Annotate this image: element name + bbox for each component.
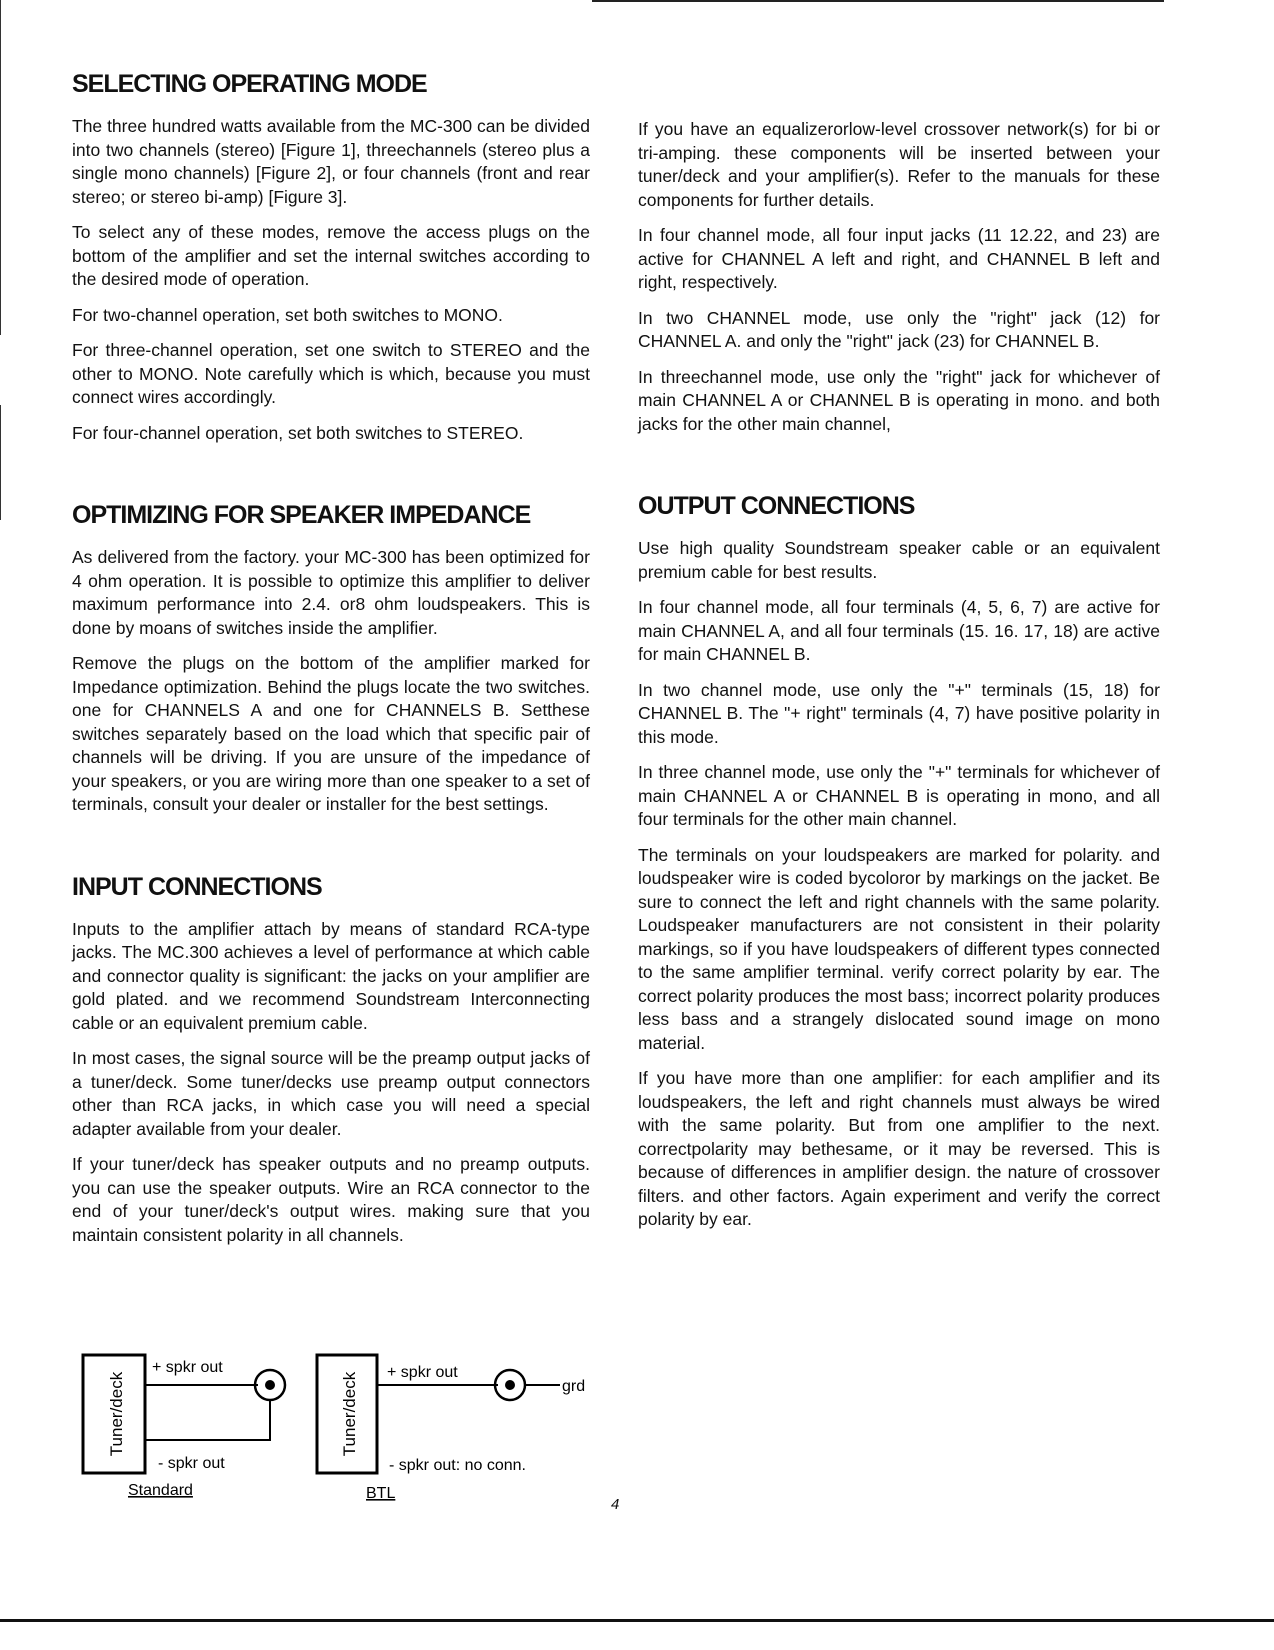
minus-spkr-label: - spkr out: no conn. [389, 1457, 526, 1474]
paragraph: In two CHANNEL mode, use only the "right" jack (12) for CHANNEL A. and only the "right" jack (23) for CHANNEL B. [638, 307, 1160, 351]
top-rule [592, 0, 1164, 2]
standard-caption: Standard [128, 1482, 193, 1499]
right-column [638, 118, 1160, 1244]
paragraph: In threechannel mode, use only the "right" jack for whichever of main CHANNEL A or CHANNEL B is operating in mono. and both jacks for the other main channel, [638, 366, 1160, 434]
minus-spkr-label: - spkr out [158, 1455, 225, 1472]
btl-diagram [317, 1355, 585, 1502]
paragraph: To select any of these modes, remove the access plugs on the bottom of the amplifier and set the internal switches according to the desired mode of operation. [72, 222, 590, 289]
wiring-diagram [80, 1350, 600, 1510]
paragraph: In three channel mode, use only the "+" terminals for whichever of main CHANNEL A or CHANNEL B is operating in mono, and all four terminals for the other main channel. [638, 762, 1160, 829]
paragraph: As delivered from the factory. your MC-300 has been optimized for 4 ohm operation. It is possible to optimize this amplifier to deliver maximum performance into 2.4. or8 ohm loudspeakers. This is done by moans of switches inside the amplifier. [72, 547, 590, 638]
heading-output-connections: OUTPUT CONNECTIONS [638, 492, 915, 520]
btl-caption: BTL [366, 1485, 396, 1502]
plus-spkr-label: + spkr out [387, 1364, 458, 1381]
left-column [72, 70, 590, 1259]
paragraph: In four channel mode, all four input jacks (11 12.22, and 23) are active for CHANNEL A left and right, and CHANNEL B left and right, respectively. [638, 225, 1160, 292]
bottom-rule [0, 1619, 1274, 1622]
paragraph: In four channel mode, all four terminals (4, 5, 6, 7) are active for main CHANNEL A, and all four terminals (15. 16. 17, 18) are active for main CHANNEL B. [638, 597, 1160, 664]
scan-edge [0, 0, 1, 335]
plus-spkr-label: + spkr out [152, 1359, 223, 1376]
heading-operating-mode: SELECTING OPERATING MODE [72, 70, 427, 98]
paragraph: Use high quality Soundstream speaker cable or an equivalent premium cable for best results. [638, 538, 1160, 582]
heading-input-connections: INPUT CONNECTIONS [72, 872, 322, 901]
paragraph: If you have an equalizerorlow-level crossover network(s) for bi or tri-amping. these components will be inserted between your tuner/deck and your amplifier(s). Refer to the manuals for these components for further details. [638, 119, 1160, 210]
paragraph: For two-channel operation, set both switches to MONO. [72, 304, 503, 325]
paragraph: If your tuner/deck has speaker outputs and no preamp outputs. you can use the speaker outputs. Wire an RCA connector to the end of your tuner/deck's output wires. making sure that you maintain consistent polarity in all channels. [72, 1154, 590, 1245]
page-number: 4 [611, 1496, 620, 1513]
paragraph: The terminals on your loudspeakers are marked for polarity. and loudspeaker wire is coded bycoloror by markings on the jacket. Be sure to connect the left and right channels with the same polarity. Loudspeaker manufacturers are not consistent in their polarity markings, so if you have loudspeakers of different types connected to the same amplifier terminal. verify correct polarity by ear. The correct polarity produces the most bass; incorrect polarity produces less bass and a strangely dislocated sound image on mono material. [638, 844, 1160, 1053]
paragraph: For three-channel operation, set one switch to STEREO and the other to MONO. Note carefully which is which, because you must connect wires accordingly. [72, 340, 590, 407]
paragraph: Inputs to the amplifier attach by means of standard RCA-type jacks. The MC.300 achieves a level of performance at which cable and connector quality is significant: the jacks on your amplifier are gold plated. and we recommend Soundstream Interconnecting cable or an equivalent premium cable. [72, 918, 590, 1033]
paragraph: The three hundred watts available from the MC-300 can be divided into two channels (stereo) [Figure 1], threechannels (stereo plus a single mono channels) [Figure 2], or four channels (front and rear stereo; or stereo bi-amp) [Figure 3]. [72, 116, 590, 207]
tuner-deck-label: Tuner/deck [107, 1371, 126, 1457]
paragraph: Remove the plugs on the bottom of the amplifier marked for Impedance optimization. Behind the plugs locate the two switches. one for CHANNELS A and one for CHANNELS B. Setthese switches separately based on the load which that specific pair of channels will be driving. If you are unsure of the impedance of your speakers, or you are wiring more than one speaker to a set of terminals, consult your dealer or installer for the best settings. [72, 653, 590, 814]
heading-speaker-impedance: OPTIMIZING FOR SPEAKER IMPEDANCE [72, 501, 531, 529]
ground-label: grd [562, 1378, 586, 1395]
paragraph: If you have more than one amplifier: for each amplifier and its loudspeakers, the left and right channels must always be wired with the same polarity. But from one amplifier to the next. correctpolarity may bethesame, or it may be reversed. This is because of differences in amplifier design. the nature of crossover filters. and other factors. Again experiment and verify the correct polarity by ear. [638, 1068, 1160, 1229]
tuner-deck-label: Tuner/deck [340, 1371, 359, 1457]
paragraph: For four-channel operation, set both switches to STEREO. [72, 422, 524, 443]
scan-edge [0, 405, 1, 520]
paragraph: In two channel mode, use only the "+" terminals (15, 18) for CHANNEL B. The "+ right" terminals (4, 7) have positive polarity in this mode. [638, 679, 1160, 747]
standard-diagram [83, 1355, 285, 1499]
paragraph: In most cases, the signal source will be the preamp output jacks of a tuner/deck. Some tuner/decks use preamp output connectors other than RCA jacks, in which case you will need a special adapter available from your dealer. [72, 1048, 590, 1139]
